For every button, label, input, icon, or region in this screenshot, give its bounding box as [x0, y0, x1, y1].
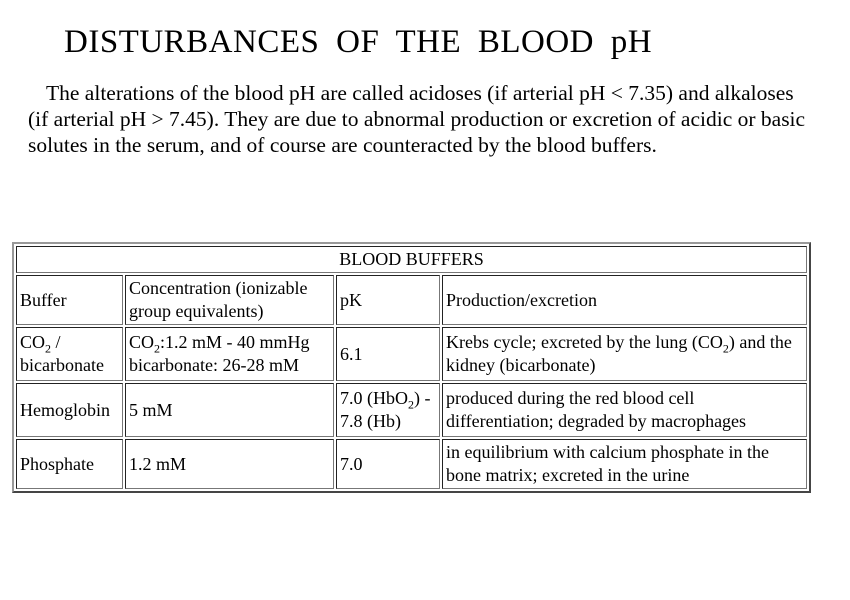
- intro-paragraph: The alterations of the blood pH are called acidoses (if arterial pH < 7.35) and alkaloses (if arterial pH > 7.45). They are due to abnormal production or excretion of acidic or basic solutes in the serum, and of course are counteracted by the blood buffers.: [28, 81, 806, 157]
- pk-cell: 7.0: [336, 439, 440, 489]
- header-concentration: Concentration (ionizable group equivalents): [125, 275, 334, 325]
- production-cell: Krebs cycle; excreted by the lung $(CO_2)$ and the kidney (bicarbonate): [442, 327, 807, 381]
- production-cell: in equilibrium with calcium phosphate in the bone matrix; excreted in the urine: [442, 439, 807, 489]
- pk-cell: 6.1: [336, 327, 440, 381]
- production-cell: produced during the red blood cell differentiation; degraded by macrophages: [442, 383, 807, 437]
- table-caption-row: [16, 246, 807, 273]
- table-header-row: [16, 275, 807, 325]
- header-buffer: Buffer: [16, 275, 123, 325]
- buffer-cell: Hemoglobin: [16, 383, 123, 437]
- concentration-cell: 5 mM: [125, 383, 334, 437]
- blood-buffers-table: [12, 242, 811, 493]
- pk-cell: 7.0 (HbO$_2$) - 7.8 (Hb): [336, 383, 440, 437]
- table-row: [16, 439, 807, 489]
- page-title: DISTURBANCES OF THE BLOOD pH: [64, 24, 653, 60]
- header-pk: pK: [336, 275, 440, 325]
- table-row: [16, 327, 807, 381]
- table-row: [16, 383, 807, 437]
- buffer-cell: $CO_2$ / bicarbonate: [16, 327, 123, 381]
- buffer-cell: Phosphate: [16, 439, 123, 489]
- header-production: Production/excretion: [442, 275, 807, 325]
- table-caption: BLOOD BUFFERS: [16, 246, 807, 273]
- concentration-cell: 1.2 mM: [125, 439, 334, 489]
- concentration-cell: $CO_2:1.2$ mM - 40 mmHg bicarbonate: 26-28 mM: [125, 327, 334, 381]
